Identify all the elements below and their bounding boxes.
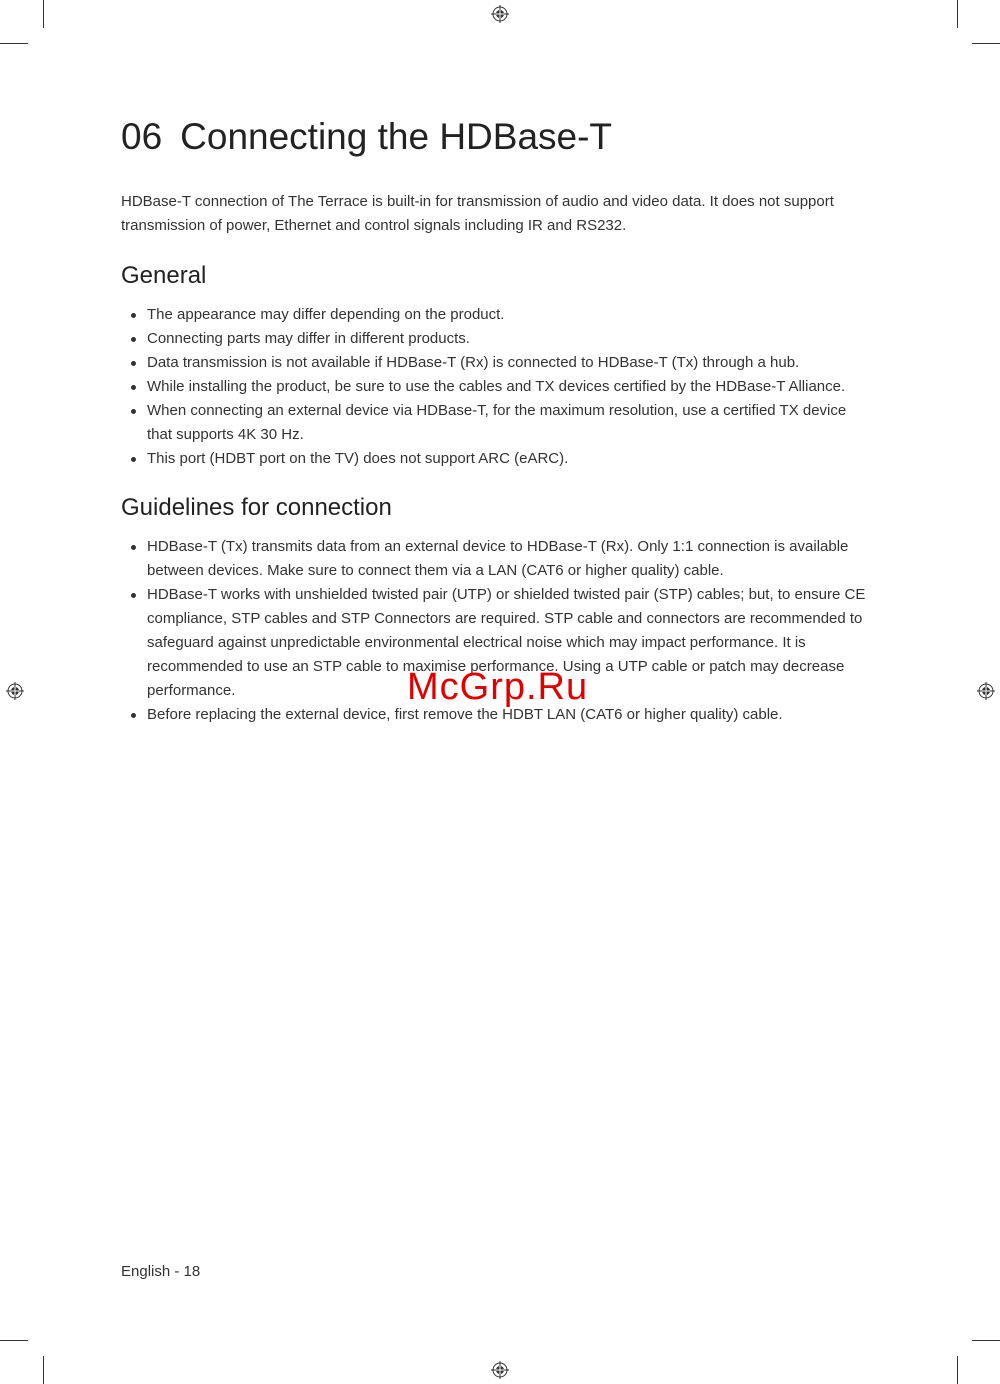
chapter-number: 06 — [121, 116, 163, 157]
crop-mark — [0, 43, 28, 44]
registration-mark-icon — [977, 682, 995, 700]
intro-paragraph: HDBase-T connection of The Terrace is built-in for transmission of audio and video data. It does not support transmission of power, Ethernet and control signals including IR and RS232. — [121, 193, 834, 234]
list-item: While installing the product, be sure to use the cables and TX devices certified by the HDBase-T Alliance. — [121, 375, 866, 399]
list-item: HDBase-T (Tx) transmits data from an external device to HDBase-T (Rx). Only 1:1 connection is available between devices. Make sure to connect them via a LAN (CAT6 or higher quality) cable. — [121, 535, 866, 583]
crop-mark — [957, 1356, 958, 1384]
list-item: This port (HDBT port on the TV) does not support ARC (eARC). — [121, 447, 866, 471]
list-item: Connecting parts may differ in different products. — [121, 327, 866, 351]
crop-mark — [972, 1340, 1000, 1341]
list-item: Data transmission is not available if HDBase-T (Rx) is connected to HDBase-T (Tx) through a hub. — [121, 351, 866, 375]
crop-mark — [43, 1356, 44, 1384]
list-item: Before replacing the external device, first remove the HDBT LAN (CAT6 or higher quality) cable. — [121, 703, 866, 727]
page-title — [121, 116, 612, 158]
registration-mark-icon — [491, 5, 509, 23]
section-heading-guidelines: Guidelines for connection — [121, 494, 392, 521]
list-item: The appearance may differ depending on the product. — [121, 303, 866, 327]
section-heading-general: General — [121, 262, 207, 289]
general-list — [121, 303, 866, 471]
crop-mark — [0, 1340, 28, 1341]
crop-mark — [972, 43, 1000, 44]
registration-mark-icon — [6, 682, 24, 700]
page-footer: English - 18 — [121, 1263, 201, 1280]
crop-mark — [957, 0, 958, 28]
list-item: HDBase-T works with unshielded twisted pair (UTP) or shielded twisted pair (STP) cables; but, to ensure CE compliance, STP cables and STP Connectors are required. STP cable and connectors are recommended to safeguard against unpredictable environmental electrical noise which may impact performance. It is recommended to use an STP cable to maximise performance. Using a UTP cable or patch may decrease performance. — [121, 583, 866, 703]
watermark: McGrp.Ru — [407, 666, 589, 708]
chapter-title: Connecting the HDBase-T — [180, 116, 613, 157]
crop-mark — [43, 0, 44, 28]
list-item: When connecting an external device via HDBase-T, for the maximum resolution, use a certified TX device that supports 4K 30 Hz. — [121, 399, 866, 447]
registration-mark-icon — [491, 1361, 509, 1379]
